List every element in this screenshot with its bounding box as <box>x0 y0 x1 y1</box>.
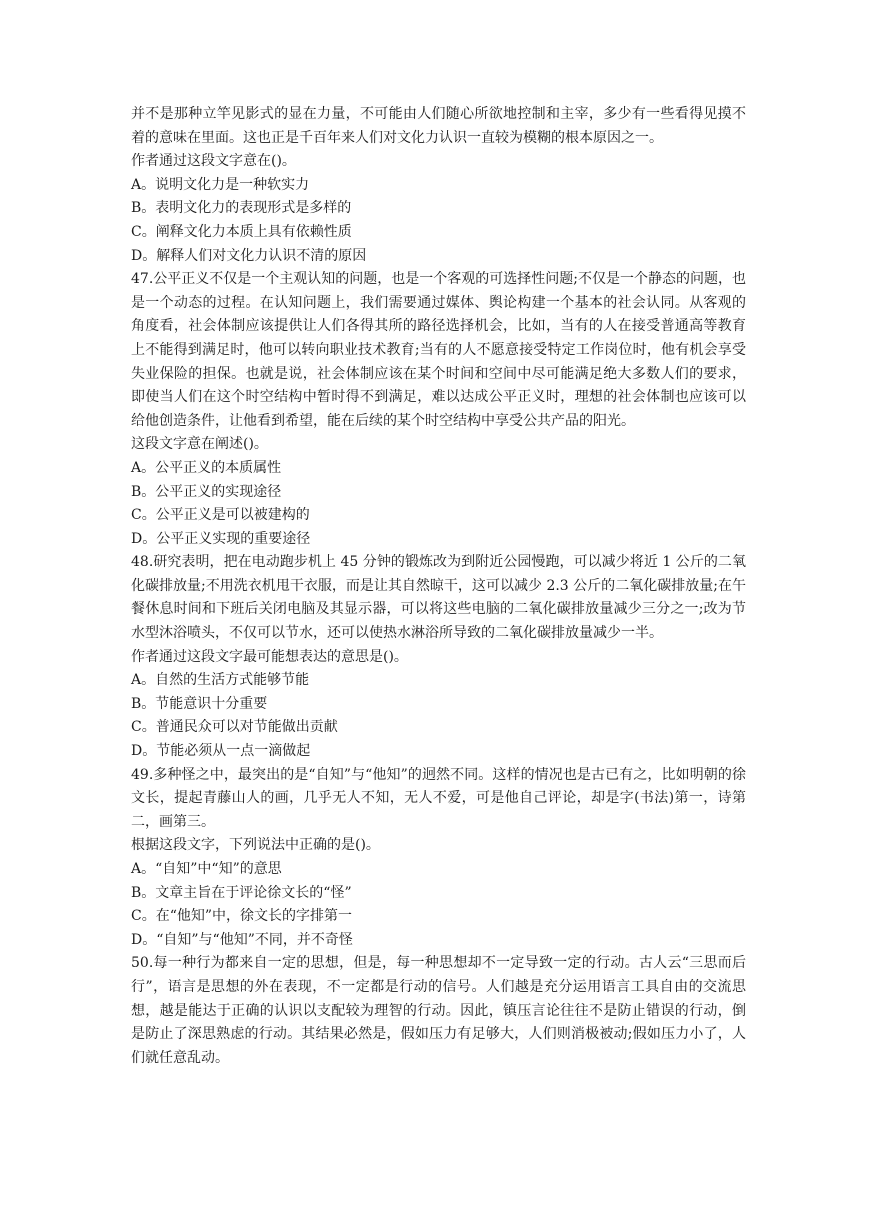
question-50-passage: 50.每一种行为都来自一定的思想，但是，每一种思想却不一定导致一定的行动。古人云“三思而后行”，语言是思想的外在表现，不一定都是行动的信号。人们越是充分运用语言工具自由的交流思想，越是能达于正确的认识以支配较为理智的行动。因此，镇压言论往往不是防止错误的行动，倒是防止了深思熟虑的行动。其结果必然是，假如压力有足够大，人们则消极被动;假如压力小了，人们就任意乱动。 <box>131 955 746 1066</box>
question-prompt: 这段文字意在阐述()。 <box>131 436 268 453</box>
option-a: A。“自知”中“知”的意思 <box>131 861 282 877</box>
question-prompt: 作者通过这段文字最可能想表达的意思是()。 <box>131 648 408 665</box>
question-48-passage: 48.研究表明，把在电动跑步机上 45 分钟的锻炼改为到附近公园慢跑，可以减少将近 1 公斤的二氧化碳排放量;不用洗衣机甩干衣服，而是让其自然晾干，这可以减少 2.3 公斤的二氧化碳排放量;在午餐休息时间和下班后关闭电脑及其显示器，可以将这些电脑的二氧化碳排放量减少三分之一;改为节水型沐浴喷头，不仅可以节水，还可以使热水淋浴所导致的二氧化碳排放量减少一半。 <box>131 554 746 642</box>
option-d: D。“自知”与“他知”不同，并不奇怪 <box>131 931 353 948</box>
option-a: A。公平正义的本质属性 <box>131 459 282 476</box>
option-c: C。阐释文化力本质上具有依赖性质 <box>131 223 352 240</box>
question-prompt: 作者通过这段文字意在()。 <box>131 153 296 170</box>
option-b: B。文章主旨在于评论徐文长的“怪” <box>131 884 352 901</box>
option-c: C。在“他知”中，徐文长的字排第一 <box>131 908 353 925</box>
option-b: B。公平正义的实现途径 <box>131 483 282 500</box>
option-c: C。公平正义是可以被建构的 <box>131 507 310 524</box>
option-b: B。节能意识十分重要 <box>131 695 268 712</box>
passage-continuation: 并不是那种立竿见影式的显在力量，不可能由人们随心所欲地控制和主宰，多少有一些看得见摸不着的意味在里面。这也正是千百年来人们对文化力认识一直较为模糊的根本原因之一。 <box>131 106 746 146</box>
question-47-passage: 47.公平正义不仅是一个主观认知的问题，也是一个客观的可选择性问题;不仅是一个静态的问题，也是一个动态的过程。在认知问题上，我们需要通过媒体、舆论构建一个基本的社会认同。从客观的角度看，社会体制应该提供让人们各得其所的路径选择机会，比如，当有的人在接受普通高等教育上不能得到满足时，他可以转向职业技术教育;当有的人不愿意接受特定工作岗位时，他有机会享受失业保险的担保。也就是说，社会体制应该在某个时间和空间中尽可能满足绝大多数人们的要求，即使当人们在这个时空结构中暂时得不到满足，难以达成公平正义时，理想的社会体制也应该可以给他创造条件，让他看到希望，能在后续的某个时空结构中享受公共产品的阳光。 <box>131 271 746 429</box>
option-a: A。自然的生活方式能够节能 <box>131 672 310 689</box>
document-page <box>131 103 746 1070</box>
option-c: C。普通民众可以对节能做出贡献 <box>131 719 338 736</box>
option-d: D。公平正义实现的重要途径 <box>131 530 311 547</box>
question-prompt: 根据这段文字，下列说法中正确的是()。 <box>131 837 380 854</box>
option-a: A。说明文化力是一种软实力 <box>131 176 310 193</box>
option-d: D。节能必须从一点一滴做起 <box>131 743 311 760</box>
question-49-passage: 49.多种怪之中，最突出的是“自知”与“他知”的迥然不同。这样的情况也是古已有之，比如明朝的徐文长，提起青藤山人的画，几乎无人不知，无人不爱，可是他自己评论，却是字(书法)第一，诗第二，画第三。 <box>131 766 746 830</box>
option-b: B。表明文化力的表现形式是多样的 <box>131 200 352 217</box>
option-d: D。解释人们对文化力认识不清的原因 <box>131 247 367 264</box>
